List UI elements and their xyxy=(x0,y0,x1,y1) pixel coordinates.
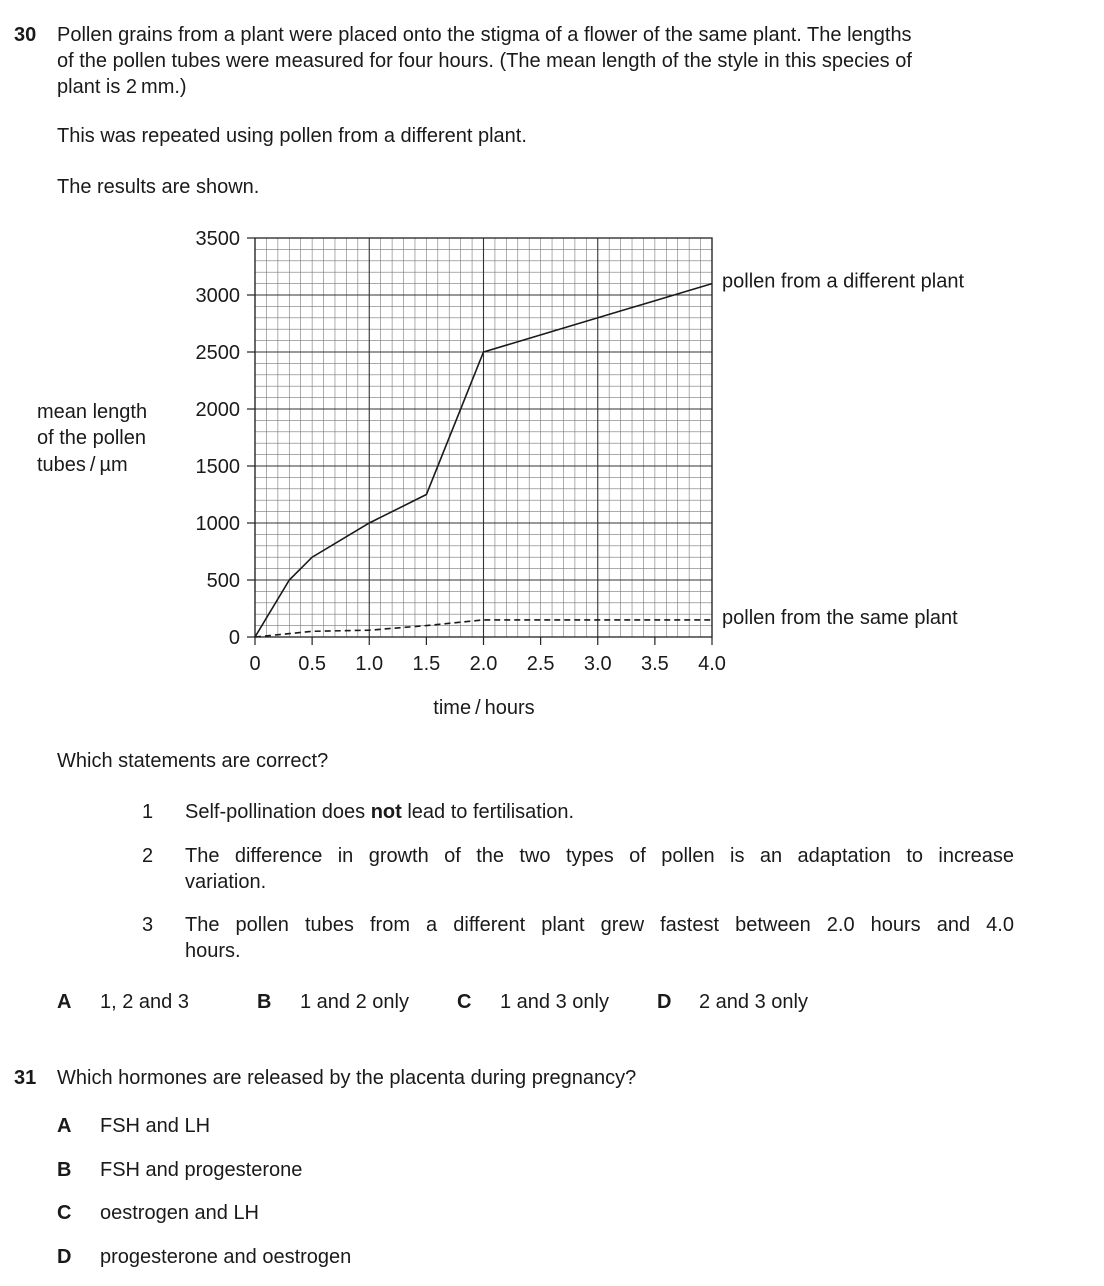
q30-option-d-text[interactable]: 2 and 3 only xyxy=(699,991,808,1013)
series-label-same-plant: pollen from the same plant xyxy=(722,606,958,629)
repeat-text: This was repeated using pollen from a different plant. xyxy=(57,125,527,147)
q31-option-c-letter[interactable]: C xyxy=(57,1202,72,1224)
x-tick-label: 0.5 xyxy=(298,653,327,675)
statement-1-text xyxy=(185,801,574,824)
statement-2-line-1: The difference in growth of the two types of pollen is an adaptation to increase xyxy=(185,845,1014,867)
y-tick-label: 3000 xyxy=(195,285,240,307)
q31-option-d-letter[interactable]: D xyxy=(57,1246,72,1268)
y-axis-label-line-1: mean length xyxy=(37,401,148,423)
x-tick-label: 2.5 xyxy=(526,653,555,675)
x-tick-label: 0 xyxy=(249,653,261,675)
axis-ticks xyxy=(247,238,712,645)
y-tick-label: 1500 xyxy=(195,456,240,478)
y-tick-label: 2000 xyxy=(195,399,240,421)
y-tick-label: 3500 xyxy=(195,228,240,250)
y-tick-label: 2500 xyxy=(195,342,240,364)
statement-2-line-2: variation. xyxy=(185,871,267,893)
intro-line-3: plant is 2 mm.) xyxy=(57,76,187,98)
q31-option-a-text[interactable]: FSH and LH xyxy=(100,1115,211,1137)
y-tick-label: 0 xyxy=(228,627,240,649)
question-30-number: 30 xyxy=(14,24,37,46)
y-tick-label: 1000 xyxy=(195,513,240,535)
series-labels xyxy=(722,271,964,629)
statement-3-line-2: hours. xyxy=(185,940,241,962)
x-tick-label: 1.0 xyxy=(355,653,384,675)
intro-line-1: Pollen grains from a plant were placed onto the stigma of a flower of the same plant. The lengths xyxy=(57,24,912,46)
x-axis-label: time / hours xyxy=(433,697,535,719)
q30-option-d-letter[interactable]: D xyxy=(657,991,672,1013)
statement-3-number: 3 xyxy=(142,914,154,936)
y-axis-label-line-2: of the pollen xyxy=(37,427,146,449)
q30-option-a-letter[interactable]: A xyxy=(57,991,72,1013)
q30-option-b-text[interactable]: 1 and 2 only xyxy=(300,991,409,1013)
q31-option-a-letter[interactable]: A xyxy=(57,1115,72,1137)
question-31-prompt: Which hormones are released by the placenta during pregnancy? xyxy=(57,1067,637,1089)
statement-2-number: 2 xyxy=(142,845,154,867)
q31-option-c-text[interactable]: oestrogen and LH xyxy=(100,1202,260,1224)
q31-option-d-text[interactable]: progesterone and oestrogen xyxy=(100,1246,352,1268)
q30-option-c-text[interactable]: 1 and 3 only xyxy=(500,991,609,1013)
q30-option-b-letter[interactable]: B xyxy=(257,991,272,1013)
statement-1-number: 1 xyxy=(142,801,154,823)
x-tick-label: 4.0 xyxy=(698,653,726,675)
statement-1-bold: not xyxy=(370,801,402,823)
y-axis-label-line-3: tubes / µm xyxy=(37,454,128,476)
question-31-number: 31 xyxy=(14,1067,37,1089)
x-tick-label: 2.0 xyxy=(469,653,498,675)
y-tick-label: 500 xyxy=(206,570,240,592)
question-30-prompt: Which statements are correct? xyxy=(57,750,329,772)
statement-3-line-1: The pollen tubes from a different plant grew fastest between 2.0 hours and 4.0 xyxy=(185,914,1014,936)
q31-option-b-letter[interactable]: B xyxy=(57,1159,72,1181)
results-text: The results are shown. xyxy=(57,176,260,198)
x-tick-label: 1.5 xyxy=(412,653,441,675)
intro-line-2: of the pollen tubes were measured for four hours. (The mean length of the style in this species of xyxy=(57,50,912,72)
statement-1-part-a: Self-pollination does xyxy=(185,801,371,823)
q30-option-c-letter[interactable]: C xyxy=(457,991,472,1013)
x-tick-label: 3.0 xyxy=(583,653,612,675)
series-label-different-plant: pollen from a different plant xyxy=(722,270,965,293)
q30-option-a-text[interactable]: 1, 2 and 3 xyxy=(100,991,189,1013)
statement-1-part-b: lead to fertilisation. xyxy=(401,801,575,823)
x-tick-label: 3.5 xyxy=(640,653,669,675)
q31-option-b-text[interactable]: FSH and progesterone xyxy=(100,1159,303,1181)
